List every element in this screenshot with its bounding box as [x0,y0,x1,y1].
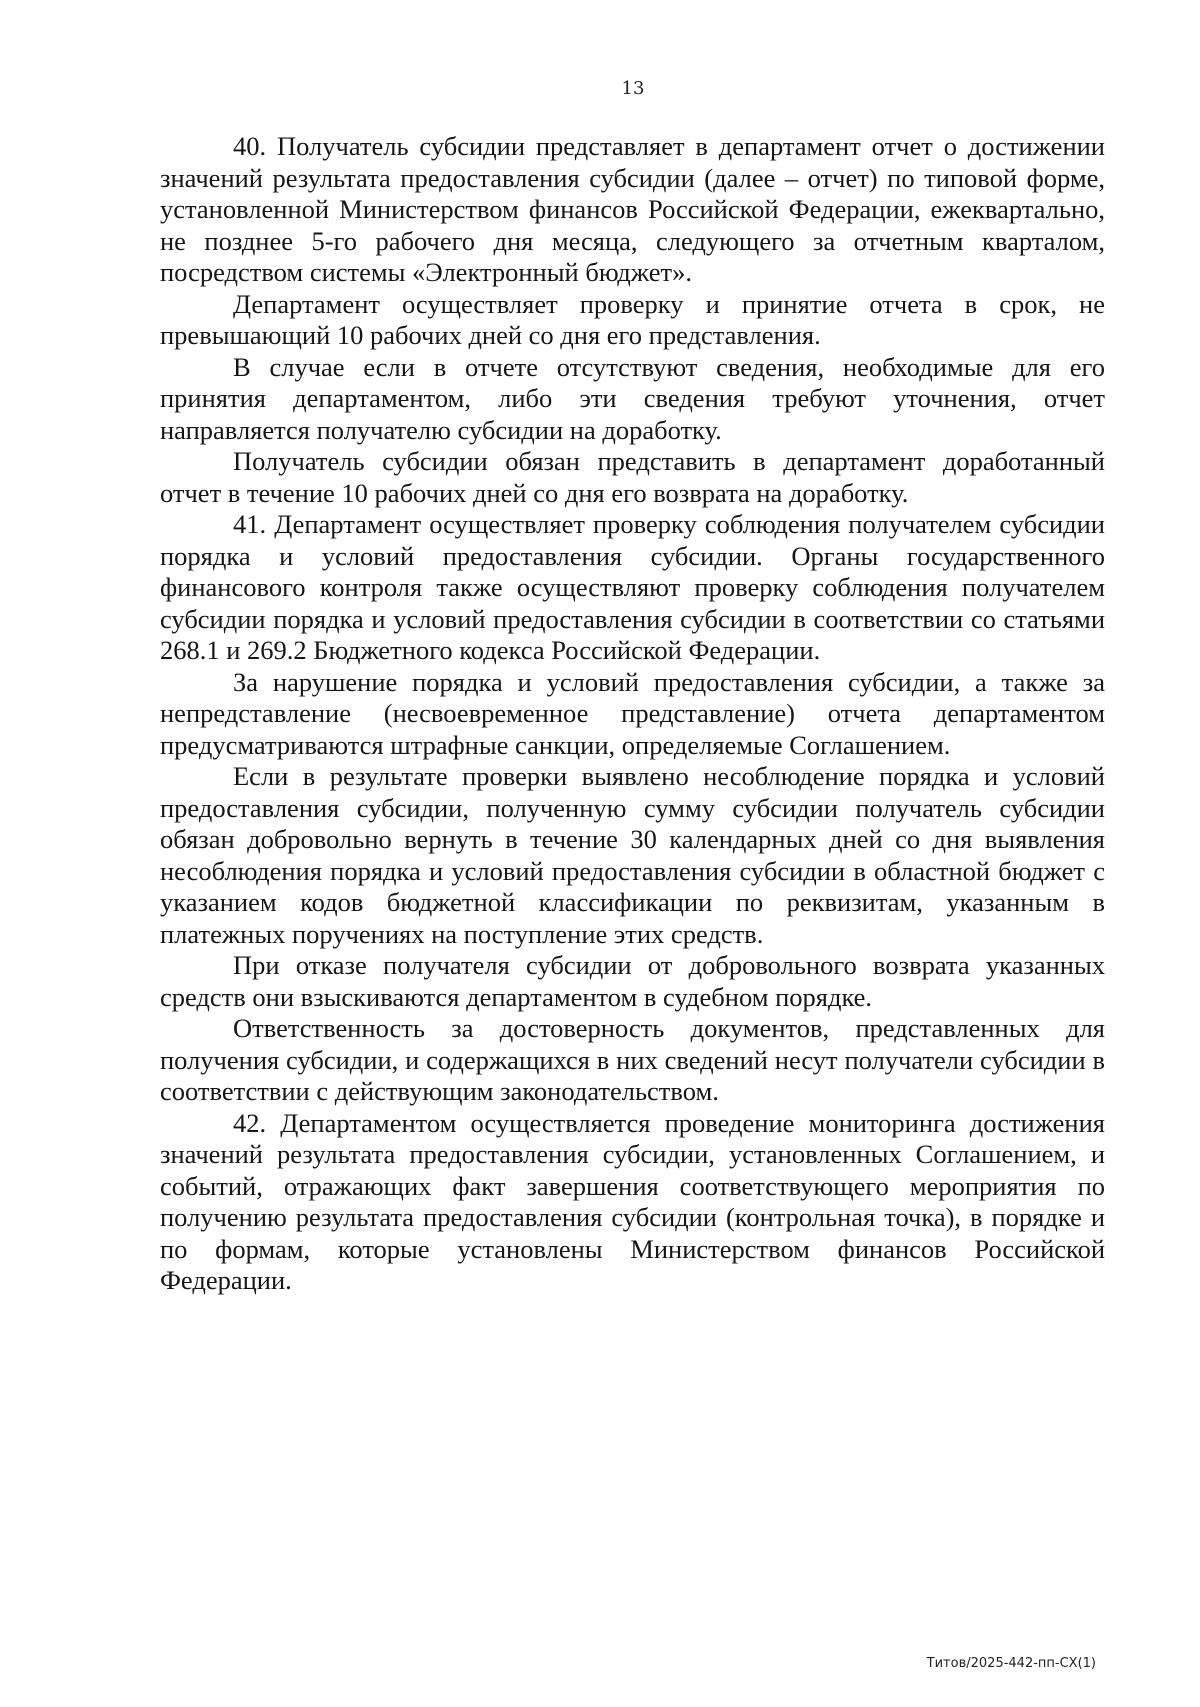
paragraph-penalties: За нарушение порядка и условий предоставления субсидии, а также за непредставление (несвоевременное представление) отчета департаментом предусматриваются штрафные санкции, определяемые Соглашением. [160,666,1105,760]
paragraph-report-resubmit: Получатель субсидии обязан представить в департамент доработанный отчет в течение 10 рабочих дней со дня его возврата на доработку. [160,446,1105,508]
page-number: 13 [621,78,645,99]
paragraph-40-report: 40. Получатель субсидии представляет в департамент отчет о достижении значений результата предоставления субсидии (далее – отчет) по типовой форме, установленной Министерством финансов Российской Федерации, ежеквартально, не позднее 5-го рабочего дня месяца, следующего за отчетным кварталом, посредством системы «Электронный бюджет». [160,131,1105,287]
paragraph-responsibility: Ответственность за достоверность документов, представленных для получения субсидии, и содержащихся в них сведений несут получатели субсидии в соответствии с действующим законодательством. [160,1013,1105,1106]
paragraph-voluntary-refund: Если в результате проверки выявлено несоблюдение порядка и условий предоставления субсидии, полученную сумму субсидии получатель субсидии обязан добровольно вернуть в течение 30 календарных дней со дня выявления несоблюдения порядка и условий предоставления субсидии в областной бюджет с указанием кодов бюджетной классификации по реквизитам, указанным в платежных поручениях на поступление этих средств. [160,761,1105,949]
paragraph-41-inspection: 41. Департамент осуществляет проверку соблюдения получателем субсидии порядка и условий предоставления субсидии. Органы государственного финансового контроля также осуществляют проверку соблюдения получателем субсидии порядка и условий предоставления субсидии в соответствии со статьями 268.1 и 269.2 Бюджетного кодекса Российской Федерации. [160,509,1105,665]
document-body [160,131,1105,1297]
paragraph-court-recovery: При отказе получателя субсидии от добровольного возврата указанных средств они взыскиваются департаментом в судебном порядке. [160,950,1105,1012]
paragraph-42-monitoring: 42. Департаментом осуществляется проведение мониторинга достижения значений результата предоставления субсидии, установленных Соглашением, и событий, отражающих факт завершения соответствующего мероприятия по получению результата предоставления субсидии (контрольная точка), в порядке и по формам, которые установлены Министерством финансов Российской Федерации. [160,1107,1105,1295]
footer-document-code: Титов/2025-442-пп-СХ(1) [926,1656,1096,1671]
paragraph-report-return: В случае если в отчете отсутствуют сведения, необходимые для его принятия департаментом, либо эти сведения требуют уточнения, отчет направляется получателю субсидии на доработку. [160,351,1105,445]
paragraph-report-check: Департамент осуществляет проверку и принятие отчета в срок, не превышающий 10 рабочих дней со дня его представления. [160,288,1105,350]
